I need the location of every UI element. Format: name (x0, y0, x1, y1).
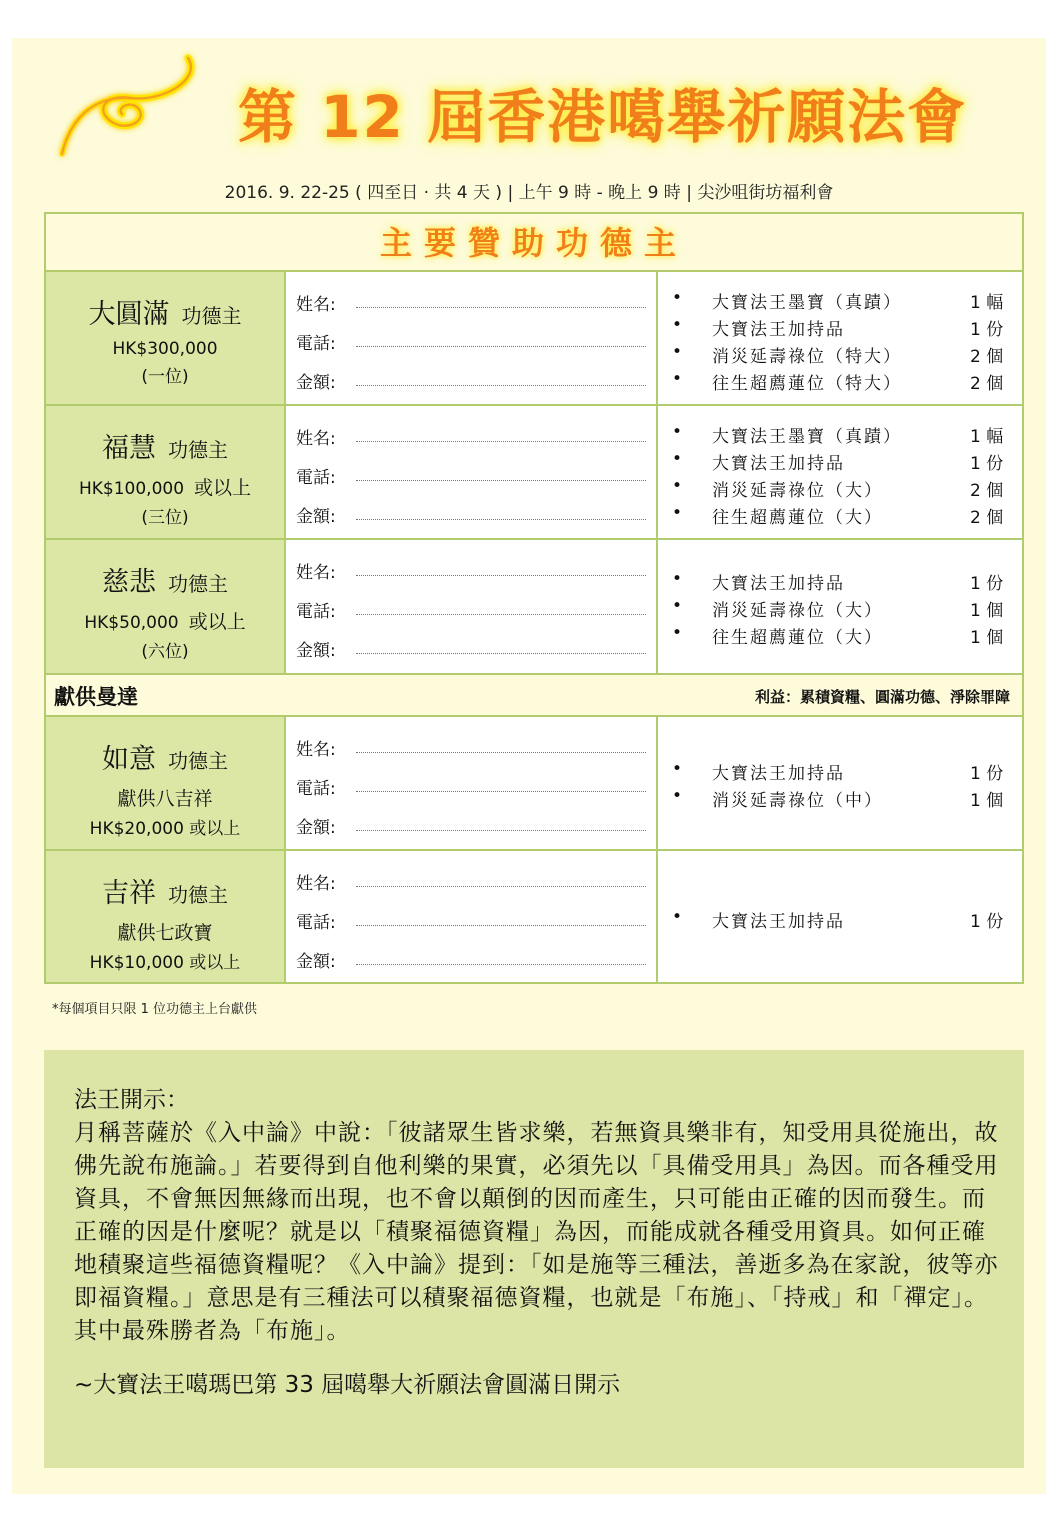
benefit-list: • 大寶法王加持品 1 份 • 消災延壽祿位（大） 1 個 • 往生超薦蓮位（大） 1 個 (672, 569, 1004, 648)
tier-name: 福慧 (102, 433, 156, 464)
name-field[interactable]: 姓名: (296, 869, 354, 894)
phone-field[interactable]: 電話: (296, 329, 354, 354)
teaching-body: 月稱菩薩於《入中論》中說：「彼諸眾生皆求樂，若無資具樂非有，知受用具從施出，故佛先說布施論。」若要得到自他利樂的果實，必須先以「具備受用具」為因。而各種受用資具，不會無因無緣而出現，也不會以顛倒的因而產生，只可能由正確的因而發生。而正確的因是什麼呢？就是以「積聚福德資糧」為因，而能成就各種受用資具。如何正確地積聚這些福德資糧呢？《入中論》提到：「如是施等三種法，善逝多為在家說，彼等亦即福資糧。」意思是有三種法可以積聚福德資糧，也就是「布施」、「持戒」和「禪定」。其中最殊勝者為「布施」。 (74, 1120, 999, 1344)
mandala-benefit: 利益：累積資糧、圓滿功德、淨除罪障 (754, 688, 1010, 706)
tier-role: 功德主 (168, 749, 228, 773)
teaching-heading: 法王開示： (74, 1087, 189, 1113)
name-field[interactable]: 姓名: (296, 735, 354, 760)
golden-swirl-icon (52, 50, 202, 162)
tier-info (46, 272, 286, 404)
tier-role: 功德主 (168, 572, 228, 596)
tier-amount: HK$20,000 或以上 (89, 819, 241, 839)
tier-row (46, 540, 1022, 675)
tier-offering: 獻供八吉祥 (117, 788, 213, 810)
tier-row (46, 717, 1022, 851)
amount-field[interactable]: 金額: (296, 368, 354, 393)
tier-slots: (一位) (141, 367, 189, 387)
tier-row (46, 851, 1022, 982)
sponsor-form (286, 851, 658, 982)
tier-row (46, 406, 1022, 540)
phone-field[interactable]: 電話: (296, 908, 354, 933)
amount-field[interactable]: 金額: (296, 813, 354, 838)
amount-field[interactable]: 金額: (296, 502, 354, 527)
name-field[interactable]: 姓名: (296, 290, 354, 315)
phone-field[interactable]: 電話: (296, 774, 354, 799)
phone-field[interactable]: 電話: (296, 597, 354, 622)
sponsor-form (286, 540, 658, 673)
tier-info (46, 406, 286, 538)
tier-role: 功德主 (181, 304, 242, 328)
tier-amount-note: 或以上 (188, 611, 246, 633)
tier-offering: 獻供七政寶 (117, 922, 213, 944)
teaching-box (44, 1050, 1024, 1468)
tier-slots: (三位) (141, 508, 189, 528)
tier-role: 功德主 (168, 883, 228, 907)
mandala-title: 獻供曼達 (54, 685, 138, 709)
tier-row (46, 272, 1022, 406)
tier-info (46, 851, 286, 982)
amount-field[interactable]: 金額: (296, 947, 354, 972)
tier-slots: (六位) (141, 642, 189, 662)
footnote: *每個項目只限 1 位功德主上台獻供 (52, 1002, 258, 1017)
section-title: 主要贊助功德主 (46, 214, 1022, 272)
tier-amount: HK$300,000 (112, 339, 218, 359)
phone-field[interactable]: 電話: (296, 463, 354, 488)
tier-name: 吉祥 (102, 878, 156, 909)
amount-field[interactable]: 金額: (296, 636, 354, 661)
tier-name: 如意 (102, 744, 156, 775)
benefit-list: • 大寶法王加持品 1 份 (672, 907, 1004, 932)
benefit-list: • 大寶法王墨寶（真蹟） 1 幅 • 大寶法王加持品 1 份 • 消災延壽祿位（特大） 2 個 • 往生超薦蓮位（特大） 2 個 (672, 288, 1004, 394)
tier-amount: HK$50,000 (84, 613, 179, 633)
page-title: 第 12 屆香港噶舉祈願法會 (238, 83, 968, 151)
teaching-signature: ~大寶法王噶瑪巴第 33 屆噶舉大祈願法會圓滿日開示 (74, 1372, 621, 1398)
tier-role: 功德主 (168, 438, 228, 462)
tier-info (46, 540, 286, 673)
sponsor-form (286, 406, 658, 538)
tier-amount: HK$10,000 或以上 (89, 953, 241, 973)
sponsor-table (44, 212, 1024, 984)
sponsor-form (286, 717, 658, 849)
benefit-list: • 大寶法王加持品 1 份 • 消災延壽祿位（中） 1 個 (672, 759, 1004, 811)
tier-info (46, 717, 286, 849)
event-details: 2016. 9. 22-25 ( 四至日 · 共 4 天 ) | 上午 9 時 - 晚上 9 時 | 尖沙咀街坊福利會 (224, 183, 834, 203)
tier-name: 大圓滿 (88, 299, 170, 330)
mandala-offering-header (46, 675, 1022, 717)
benefit-list: • 大寶法王墨寶（真蹟） 1 幅 • 大寶法王加持品 1 份 • 消災延壽祿位（大） 2 個 • 往生超薦蓮位（大） 2 個 (672, 422, 1004, 528)
tier-amount: HK$100,000 (78, 479, 185, 499)
sponsor-form (286, 272, 658, 404)
tier-amount-note: 或以上 (194, 477, 252, 499)
name-field[interactable]: 姓名: (296, 558, 354, 583)
tier-name: 慈悲 (102, 567, 156, 598)
name-field[interactable]: 姓名: (296, 424, 354, 449)
